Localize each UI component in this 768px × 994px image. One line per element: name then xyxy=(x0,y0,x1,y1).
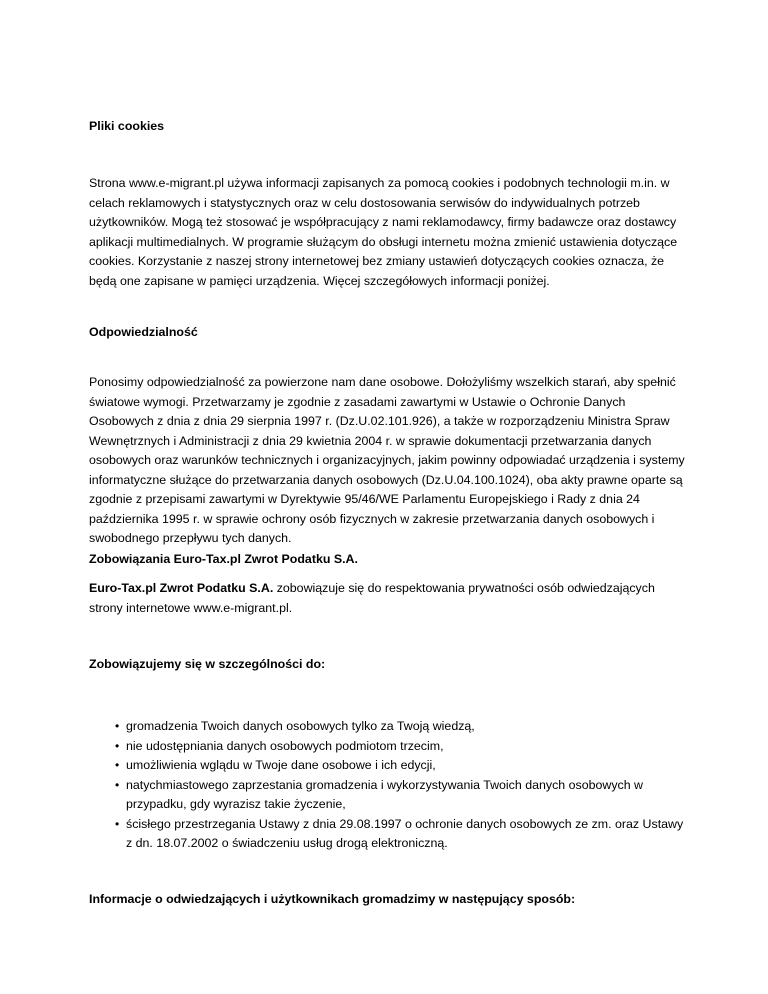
heading-responsibility: Odpowiedzialność xyxy=(89,325,198,339)
bullet-icon: • xyxy=(115,777,120,792)
commitments-text: zobowiązuje się do respektowania prywatności osób odwiedzających strony internetowe www.e-migrant.pl. xyxy=(89,581,655,615)
list-item: • ścisłego przestrzegania Ustawy z dnia 29.08.1997 o ochronie danych osobowych ze zm. oraz Ustawy z dn. 18.07.2002 o świadczeniu usług drogą elektroniczną. xyxy=(115,816,684,850)
heading-collection: Informacje o odwiedzających i użytkownikach gromadzimy w następujący sposób: xyxy=(89,892,576,906)
commitments-list xyxy=(89,717,689,854)
bullet-icon: • xyxy=(115,719,120,733)
bullet-icon: • xyxy=(115,758,120,772)
heading-cookies: Pliki cookies xyxy=(89,119,165,133)
bullet-icon: • xyxy=(115,816,120,831)
paragraph-responsibility: Ponosimy odpowiedzialność za powierzone nam dane osobowe. Dołożyliśmy wszelkich starań, aby spełnić światowe wymogi. Przetwarzamy je zgodnie z zasadami zawartymi w Ustawie o Ochronie Danych Osobowych z dnia z dnia 29 sierpnia 1997 r. (Dz.U.02.101.926), a także w rozporządzeniu Ministra Spraw Wewnętrznych i Administracji z dnia 29 kwietnia 2004 r. w sprawie dokumentacji przetwarzania danych osobowych oraz warunków technicznych i organizacyjnych, jakim powinny odpowiadać urządzenia i systemy informatyczne służące do przetwarzania danych osobowych (Dz.U.04.100.1024), oba akty prawne oparte są zgodnie z przepisami zawartymi w Dyrektywie 95/46/WE Parlamentu Europejskiego i Rady z dnia 24 października 1995 r. w sprawie ochrony osób fizycznych w zakresie przetwarzania danych osobowych i swobodnego przepływu tych danych. xyxy=(89,375,685,545)
bullet-icon: • xyxy=(115,738,120,753)
list-item: • gromadzenia Twoich danych osobowych tylko za Twoją wiedzą, xyxy=(89,717,689,737)
heading-commitments: Zobowiązania Euro-Tax.pl Zwrot Podatku S.A. xyxy=(89,552,358,566)
list-item: • umożliwienia wglądu w Twoje dane osobowe i ich edycji, xyxy=(89,756,689,776)
list-item: • nie udostępniania danych osobowych podmiotom trzecim, xyxy=(89,737,689,757)
heading-particular: Zobowiązujemy się w szczególności do: xyxy=(89,657,326,671)
company-name: Euro-Tax.pl Zwrot Podatku S.A. xyxy=(89,581,274,595)
list-item: • natychmiastowego zaprzestania gromadzenia i wykorzystywania Twoich danych osobowych w przypadku, gdy wyrazisz takie życzenie, xyxy=(115,777,643,811)
paragraph-commitments xyxy=(89,579,689,618)
paragraph-cookies: Strona www.e-migrant.pl używa informacji zapisanych za pomocą cookies i podobnych technologii m.in. w celach reklamowych i statystycznych oraz w celu dostosowania serwisów do indywidualnych potrzeb użytkowników. Mogą też stosować je współpracujący z nami reklamodawcy, firmy badawcze oraz dostawcy aplikacji multimedialnych. W programie służącym do obsługi internetu można zmienić ustawienia dotyczące cookies. Korzystanie z naszej strony internetowej bez zmiany ustawień dotyczących cookies oznacza, że będą one zapisane w pamięci urządzenia. Więcej szczegółowych informacji poniżej. xyxy=(89,176,678,288)
